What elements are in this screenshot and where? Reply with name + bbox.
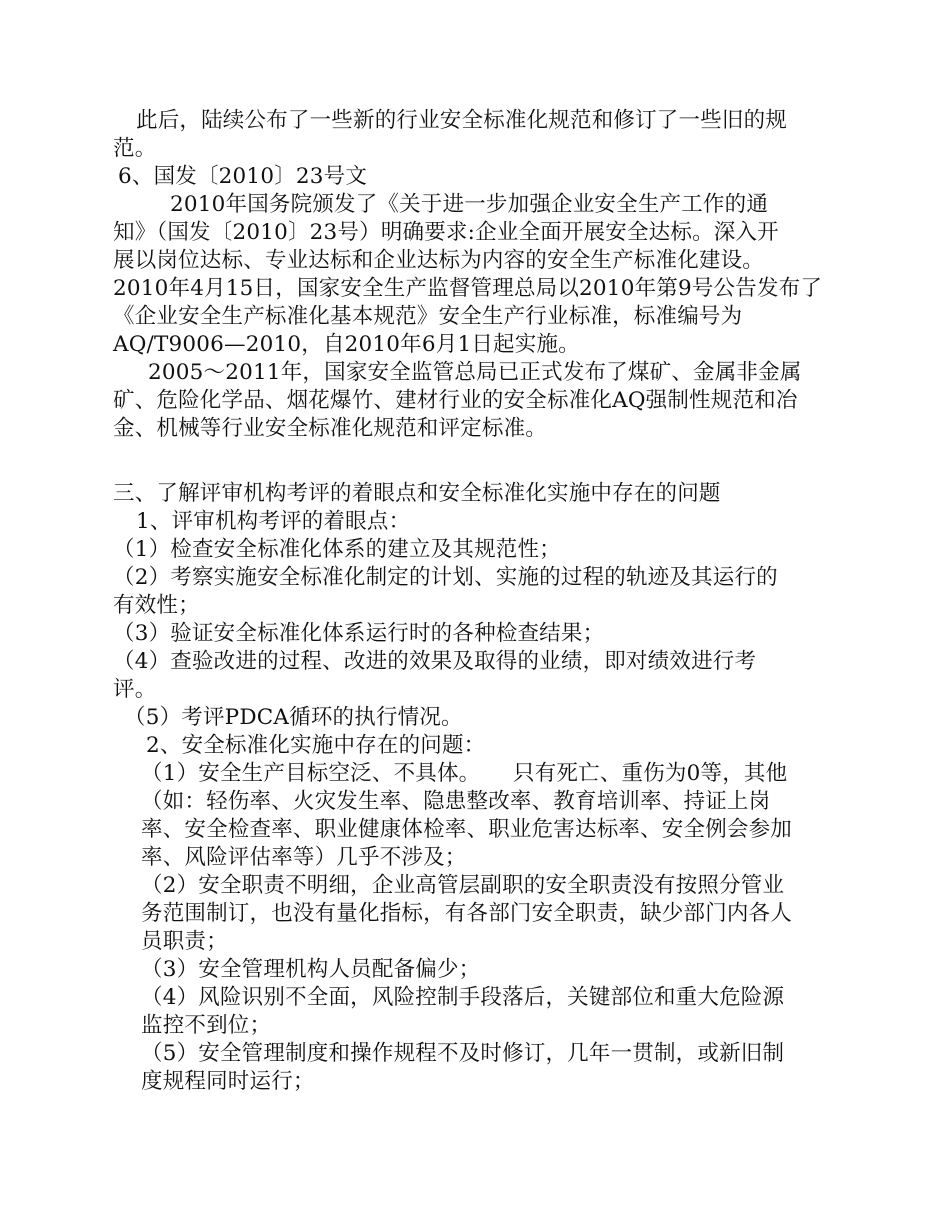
chapter-heading: 三、了解评审机构考评的着眼点和安全标准化实施中存在的问题 <box>113 481 721 506</box>
paragraph-line: 展以岗位达标、专业达标和企业达标为内容的安全生产标准化建设。 <box>113 248 765 273</box>
paragraph-line: 2005～2011年，国家安全监管总局已正式发布了煤矿、金属非金属 <box>148 360 802 385</box>
list-item: （2）安全职责不明细，企业高管层副职的安全职责没有按照分管业 <box>141 873 785 898</box>
list-item: （5）安全管理制度和操作规程不及时修订，几年一贯制，或新旧制 <box>141 1041 785 1066</box>
subsection-heading: 1、评审机构考评的着眼点： <box>136 509 411 534</box>
paragraph-line: 金、机械等行业安全标准化规范和评定标准。 <box>113 416 548 441</box>
list-item: （3）安全管理机构人员配备偏少； <box>141 957 481 982</box>
list-item: （1）安全生产目标空泛、不具体。 只有死亡、重伤为0等，其他 <box>141 761 788 786</box>
paragraph-line: 《企业安全生产标准化基本规范》安全生产行业标准，标准编号为 <box>113 304 743 329</box>
list-item-continuation: （如：轻伤率、火灾发生率、隐患整改率、教育培训率、持证上岗 <box>141 789 771 814</box>
section-heading: 6、国发〔2010〕23号文 <box>118 164 368 189</box>
paragraph-line: 范。 <box>113 136 157 161</box>
paragraph-line: 此后，陆续公布了一些新的行业安全标准化规范和修订了一些旧的规 <box>136 108 788 133</box>
list-item-continuation: 员职责； <box>141 929 228 954</box>
list-item: （1）检查安全标准化体系的建立及其规范性； <box>113 537 561 562</box>
paragraph-line: 矿、危险化学品、烟花爆竹、建材行业的安全标准化AQ强制性规范和冶 <box>113 388 798 413</box>
paragraph-line: AQ/T9006—2010，自2010年6月1日起实施。 <box>113 332 580 357</box>
list-item-continuation: 务范围制订，也没有量化指标，有各部门安全职责，缺少部门内各人 <box>141 901 793 926</box>
list-item: （2）考察实施安全标准化制定的计划、实施的过程的轨迹及其运行的 <box>113 565 778 590</box>
list-item-continuation: 监控不到位； <box>141 1013 272 1038</box>
list-item: （4）查验改进的过程、改进的效果及取得的业绩，即对绩效进行考 <box>113 649 757 674</box>
list-item-continuation: 评。 <box>113 677 157 702</box>
paragraph-line: 知》（国发〔2010〕23号）明确要求:企业全面开展安全达标。深入开 <box>113 220 779 245</box>
list-item-continuation: 率、风险评估率等）几乎不涉及； <box>141 845 467 870</box>
list-item-continuation: 有效性； <box>113 593 200 618</box>
list-item-continuation: 度规程同时运行； <box>141 1069 315 1094</box>
list-item: （4）风险识别不全面，风险控制手段落后，关键部位和重大危险源 <box>141 985 785 1010</box>
paragraph-line: 2010年4月15日，国家安全生产监督管理总局以2010年第9号公告发布了 <box>113 276 823 301</box>
list-item: （5）考评PDCA循环的执行情况。 <box>124 705 463 730</box>
paragraph-line: 2010年国务院颁发了《关于进一步加强企业安全生产工作的通 <box>170 192 769 217</box>
subsection-heading: 2、安全标准化实施中存在的问题： <box>146 733 486 758</box>
list-item-continuation: 率、安全检查率、职业健康体检率、职业危害达标率、安全例会参加 <box>141 817 793 842</box>
list-item: （3）验证安全标准化体系运行时的各种检查结果； <box>113 621 605 646</box>
